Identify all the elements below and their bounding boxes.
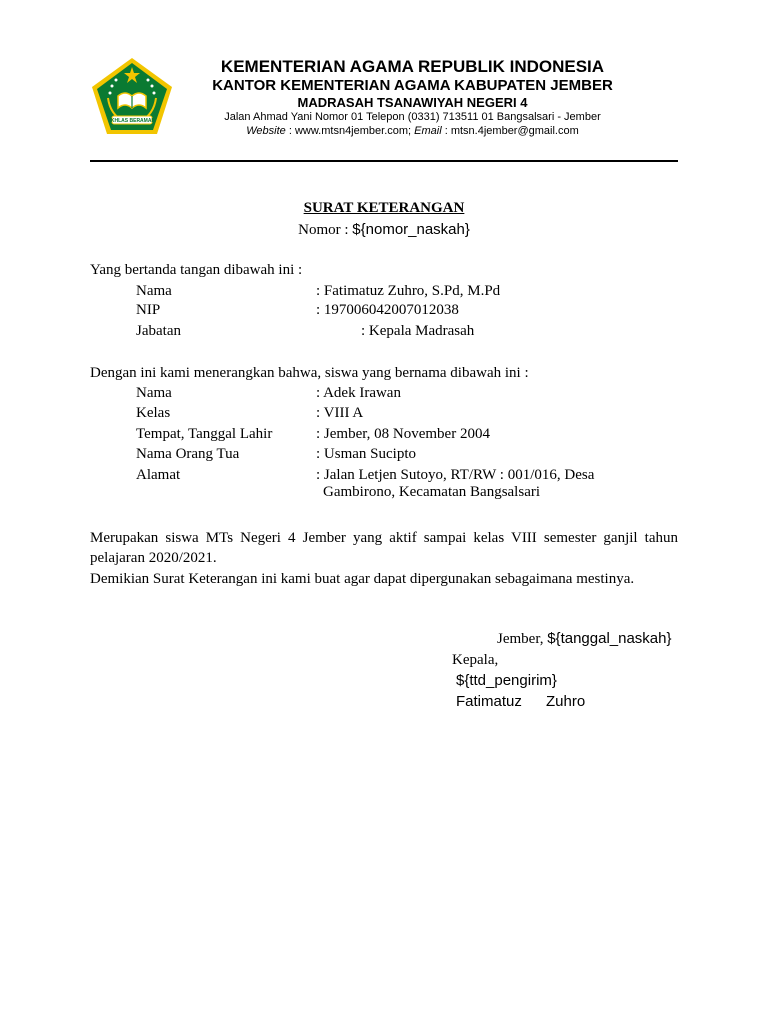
- signer-name-value: : Fatimatuz Zuhro, S.Pd, M.Pd: [316, 283, 501, 299]
- header-office: KANTOR KEMENTERIAN AGAMA KABUPATEN JEMBER: [212, 77, 613, 94]
- email-value: : mtsn.4jember@gmail.com: [441, 125, 579, 137]
- student-name-value: : Adek Irawan: [316, 385, 401, 401]
- signer-name-last: Zuhro: [546, 693, 586, 710]
- header-school: MADRASAH TSANAWIYAH NEGERI 4: [297, 95, 528, 110]
- student-parent-value: : Usman Sucipto: [316, 446, 416, 462]
- student-name-label: Nama: [136, 385, 172, 401]
- website-label: Website: [246, 125, 286, 137]
- intro-student: Dengan ini kami menerangkan bahwa, siswa yang bernama dibawah ini :: [90, 365, 529, 381]
- signer-nip-label: NIP: [136, 302, 161, 318]
- header-divider: [90, 160, 678, 162]
- signature-placeholder: ${ttd_pengirim}: [456, 672, 557, 689]
- nomor-value: ${nomor_naskah}: [352, 221, 470, 238]
- student-address-label: Alamat: [136, 467, 181, 483]
- document-title: SURAT KETERANGAN: [303, 200, 465, 216]
- email-label: Email: [414, 125, 442, 137]
- body-paragraph-line1: Merupakan siswa MTs Negeri 4 Jember yang aktif sampai kelas VIII semester ganjil tahun: [90, 530, 678, 546]
- closing-place: Jember,: [497, 631, 548, 647]
- student-address-value-line2: Gambirono, Kecamatan Bangsalsari: [323, 484, 541, 500]
- header-address: Jalan Ahmad Yani Nomor 01 Telepon (0331) 713511 01 Bangsalsari - Jember: [224, 111, 601, 123]
- student-class-label: Kelas: [136, 405, 171, 421]
- signer-position-label: Jabatan: [136, 323, 181, 339]
- document-number: [0, 221, 768, 239]
- kemenag-logo: [90, 56, 174, 136]
- intro-signer: Yang bertanda tangan dibawah ini :: [90, 262, 303, 278]
- student-address-value: : Jalan Letjen Sutoyo, RT/RW : 001/016, Desa: [316, 467, 595, 483]
- closing-place-date: [497, 630, 672, 648]
- signer-nip-value: : 197006042007012038: [316, 302, 459, 318]
- closing-paragraph: Demikian Surat Keterangan ini kami buat agar dapat dipergunakan sebagaimana mestinya.: [90, 571, 635, 587]
- nomor-label: Nomor :: [298, 222, 353, 238]
- book-icon: [118, 93, 146, 108]
- header-ministry: KEMENTERIAN AGAMA REPUBLIK INDONESIA: [220, 57, 605, 76]
- svg-text:IKHLAS BERAMAL: IKHLAS BERAMAL: [109, 118, 155, 124]
- student-parent-label: Nama Orang Tua: [136, 446, 240, 462]
- student-birth-value: : Jember, 08 November 2004: [316, 426, 490, 442]
- body-paragraph-line2: pelajaran 2020/2021.: [90, 550, 217, 566]
- signer-position-value: : Kepala Madrasah: [361, 323, 475, 339]
- closing-date: ${tanggal_naskah}: [547, 630, 672, 647]
- student-class-value: : VIII A: [316, 405, 364, 421]
- website-value: : www.mtsn4jember.com;: [285, 125, 415, 137]
- signer-name-first: Fatimatuz: [456, 693, 522, 710]
- closing-position: Kepala,: [452, 652, 499, 668]
- signer-name-label: Nama: [136, 283, 172, 299]
- header-contact: [190, 125, 635, 137]
- student-birth-label: Tempat, Tanggal Lahir: [136, 426, 273, 442]
